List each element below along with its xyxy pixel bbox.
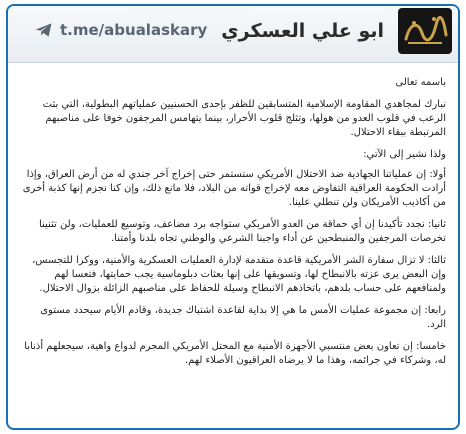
statement-body <box>20 76 446 422</box>
telegram-plane-icon <box>34 20 54 40</box>
point-2: ثانيا: نجدد تأكيدنا إن أي حماقة من العدو الأمريكي ستواجه برد مضاعف، وتوسيع للعمليات، ولن تثنينا تخرصات المرجفين والمنبطحين عن أداء واجبنا الشرعي والوطني تجاه بلدنا وأمتنا. <box>38 219 446 244</box>
opening-paragraph: نبارك لمجاهدي المقاومة الإسلامية المتسابقين للظفر بإحدى الحسنيين عملياتهم البطولية، التي بثت الرعب في قلوب العدو من هولها، وتثلج قلوب الأحرار، بينما يتهامس المرجفون خوفا على مناصبهم المرتبطة ببقاء الاحتلال. <box>42 99 446 138</box>
point-5: خامسا: إن تعاون بعض منتسبي الأجهزة الأمنية مع المحتل الأمريكي المجرم لدواع واهية، سيجعلهم أذنابا له، وشركاء في جرائمه، وهذا ما لا يرضاه العراقيون الأصلاء لهم. <box>24 341 446 366</box>
logo <box>398 8 452 54</box>
channel-handle[interactable]: t.me/abualaskary <box>60 21 208 39</box>
point-3: ثالثا: لا تزال سفارة الشر الأمريكية قاعدة متقدمة لإدارة العمليات العسكرية والأمنية، ووكرا للتجسس، وإن البعض يرى عزته بالانبطاح لها، وتسويقها على إنها بعثات دبلوماسية يجب حمايتها، فتعسا لهم ولمنافعهم على حساب بلدهم، باتخاذهم الانبطاح وسيلة للحفاظ على مناصبهم الزائلة بزوال الاحتلال. <box>32 255 446 294</box>
point-1: أولا: إن عملياتنا الجهادية ضد الاحتلال الأمريكي ستستمر حتى إخراج آخر جندي له من أرض العراق، وإذا أرادت الحكومة العراقية التفاوض معه لإخراج قواته من البلاد، فلا مانع ذلك، وإن كنا نجزم إنها كذبة أخرى من أكاذيب الأمريكان ولن تنطلي علينا. <box>22 169 446 208</box>
greeting: باسمه تعالى <box>395 77 446 88</box>
point-4: رابعا: إن مجموعة عمليات الأمس ما هي إلا بداية لقاعدة اشتباك جديدة، وقادم الأيام سيحدد مستوى الرد. <box>40 305 446 330</box>
header-bar <box>8 6 458 63</box>
author-name: ابو علي العسكري <box>221 20 384 42</box>
telegram-link[interactable] <box>34 20 207 40</box>
statement-card <box>6 4 460 430</box>
intro-points: ولذا نشير إلى الآتي: <box>363 149 446 160</box>
calligraphy-logo-icon <box>400 11 450 51</box>
